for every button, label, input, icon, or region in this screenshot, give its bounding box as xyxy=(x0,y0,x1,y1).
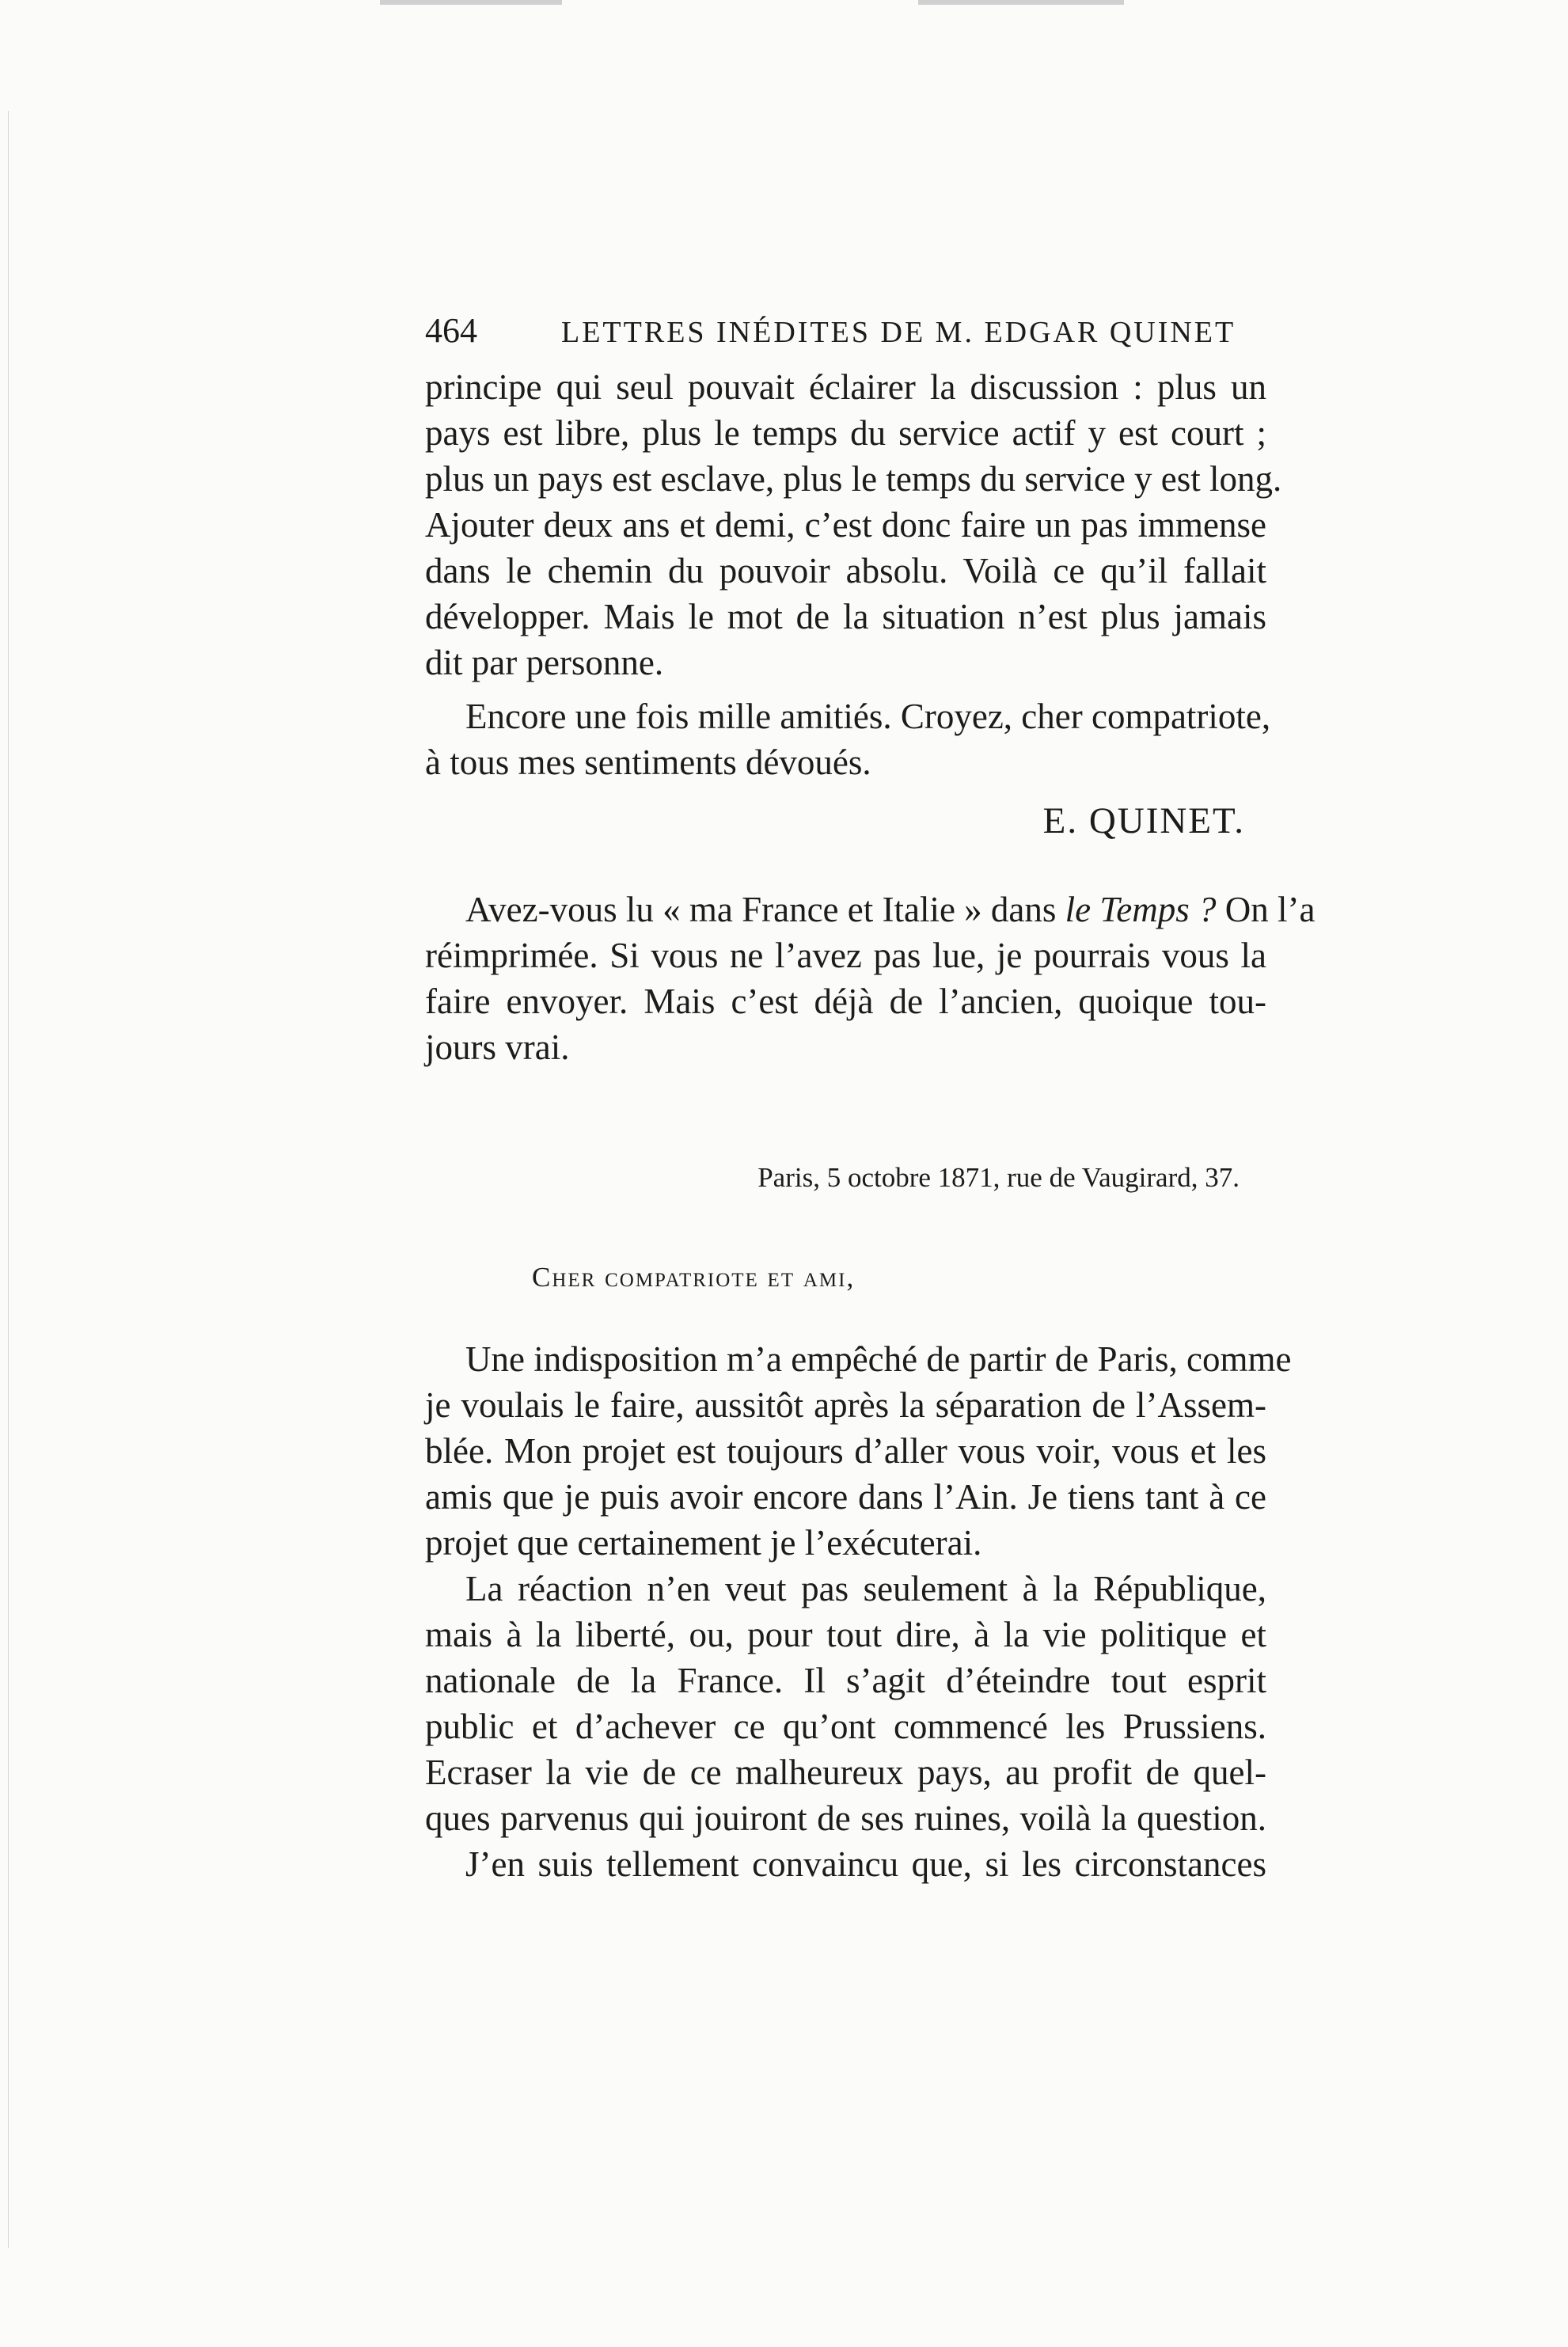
signature: E. QUINET. xyxy=(1042,800,1245,841)
text-line: amis que je puis avoir encore dans l’Ain. Je tiens tant à ce xyxy=(425,1477,1266,1517)
page-header xyxy=(425,310,1266,351)
text-line: ques parvenus qui jouiront de ses ruines, voilà la question. xyxy=(425,1798,1266,1838)
postscript-text: On l’a xyxy=(1216,890,1316,929)
letter-dateline: Paris, 5 octobre 1871, rue de Vaugirard, 37. xyxy=(757,1162,1240,1193)
postscript-line xyxy=(465,887,1316,932)
scan-margin-line xyxy=(8,111,9,2248)
postscript-line: faire envoyer. Mais c’est déjà de l’ancien, quoique tou- xyxy=(425,982,1266,1021)
postscript-line: jours vrai. xyxy=(425,1027,570,1067)
text-line: mais à la liberté, ou, pour tout dire, à la vie politique et xyxy=(425,1615,1266,1654)
text-line: je voulais le faire, aussitôt après la séparation de l’Assem- xyxy=(425,1385,1266,1425)
text-line: développer. Mais le mot de la situation n’est plus jamais xyxy=(425,597,1266,636)
text-line: Ajouter deux ans et demi, c’est donc faire un pas immense xyxy=(425,505,1266,545)
text-line: plus un pays est esclave, plus le temps du service y est long. xyxy=(425,459,1282,499)
closing-line: à tous mes sentiments dévoués. xyxy=(425,742,871,782)
text-line: pays est libre, plus le temps du service actif y est court ; xyxy=(425,413,1266,453)
text-line: J’en suis tellement convaincu que, si les circonstances xyxy=(465,1844,1266,1884)
text-line: projet que certainement je l’exécuterai. xyxy=(425,1523,982,1563)
closing-line: Encore une fois mille amitiés. Croyez, cher compatriote, xyxy=(465,697,1271,736)
text-line: dit par personne. xyxy=(425,643,664,682)
text-line: public et d’achever ce qu’ont commencé les Prussiens. xyxy=(425,1707,1266,1746)
running-title: LETTRES INÉDITES DE M. EDGAR QUINET xyxy=(561,316,1236,349)
text-line: La réaction n’en veut pas seulement à la République, xyxy=(465,1569,1266,1608)
text-line: principe qui seul pouvait éclairer la discussion : plus un xyxy=(425,367,1266,407)
text-line: nationale de la France. Il s’agit d’éteindre tout esprit xyxy=(425,1661,1266,1700)
text-line: blée. Mon projet est toujours d’aller vous voir, vous et les xyxy=(425,1431,1266,1471)
scan-edge-mark xyxy=(918,0,1124,5)
text-line: Une indisposition m’a empêché de partir de Paris, comme xyxy=(465,1339,1292,1379)
text-line: dans le chemin du pouvoir absolu. Voilà ce qu’il fallait xyxy=(425,551,1266,591)
scan-edge-mark xyxy=(380,0,562,5)
page-number: 464 xyxy=(425,311,477,350)
letter-salutation: Cher compatriote et ami, xyxy=(532,1262,856,1293)
newspaper-title: le Temps ? xyxy=(1065,890,1217,929)
postscript-text: Avez-vous lu « ma France et Italie » dans xyxy=(465,890,1065,929)
text-line: Ecraser la vie de ce malheureux pays, au profit de quel- xyxy=(425,1753,1266,1792)
postscript-line: réimprimée. Si vous ne l’avez pas lue, je pourrais vous la xyxy=(425,936,1266,975)
